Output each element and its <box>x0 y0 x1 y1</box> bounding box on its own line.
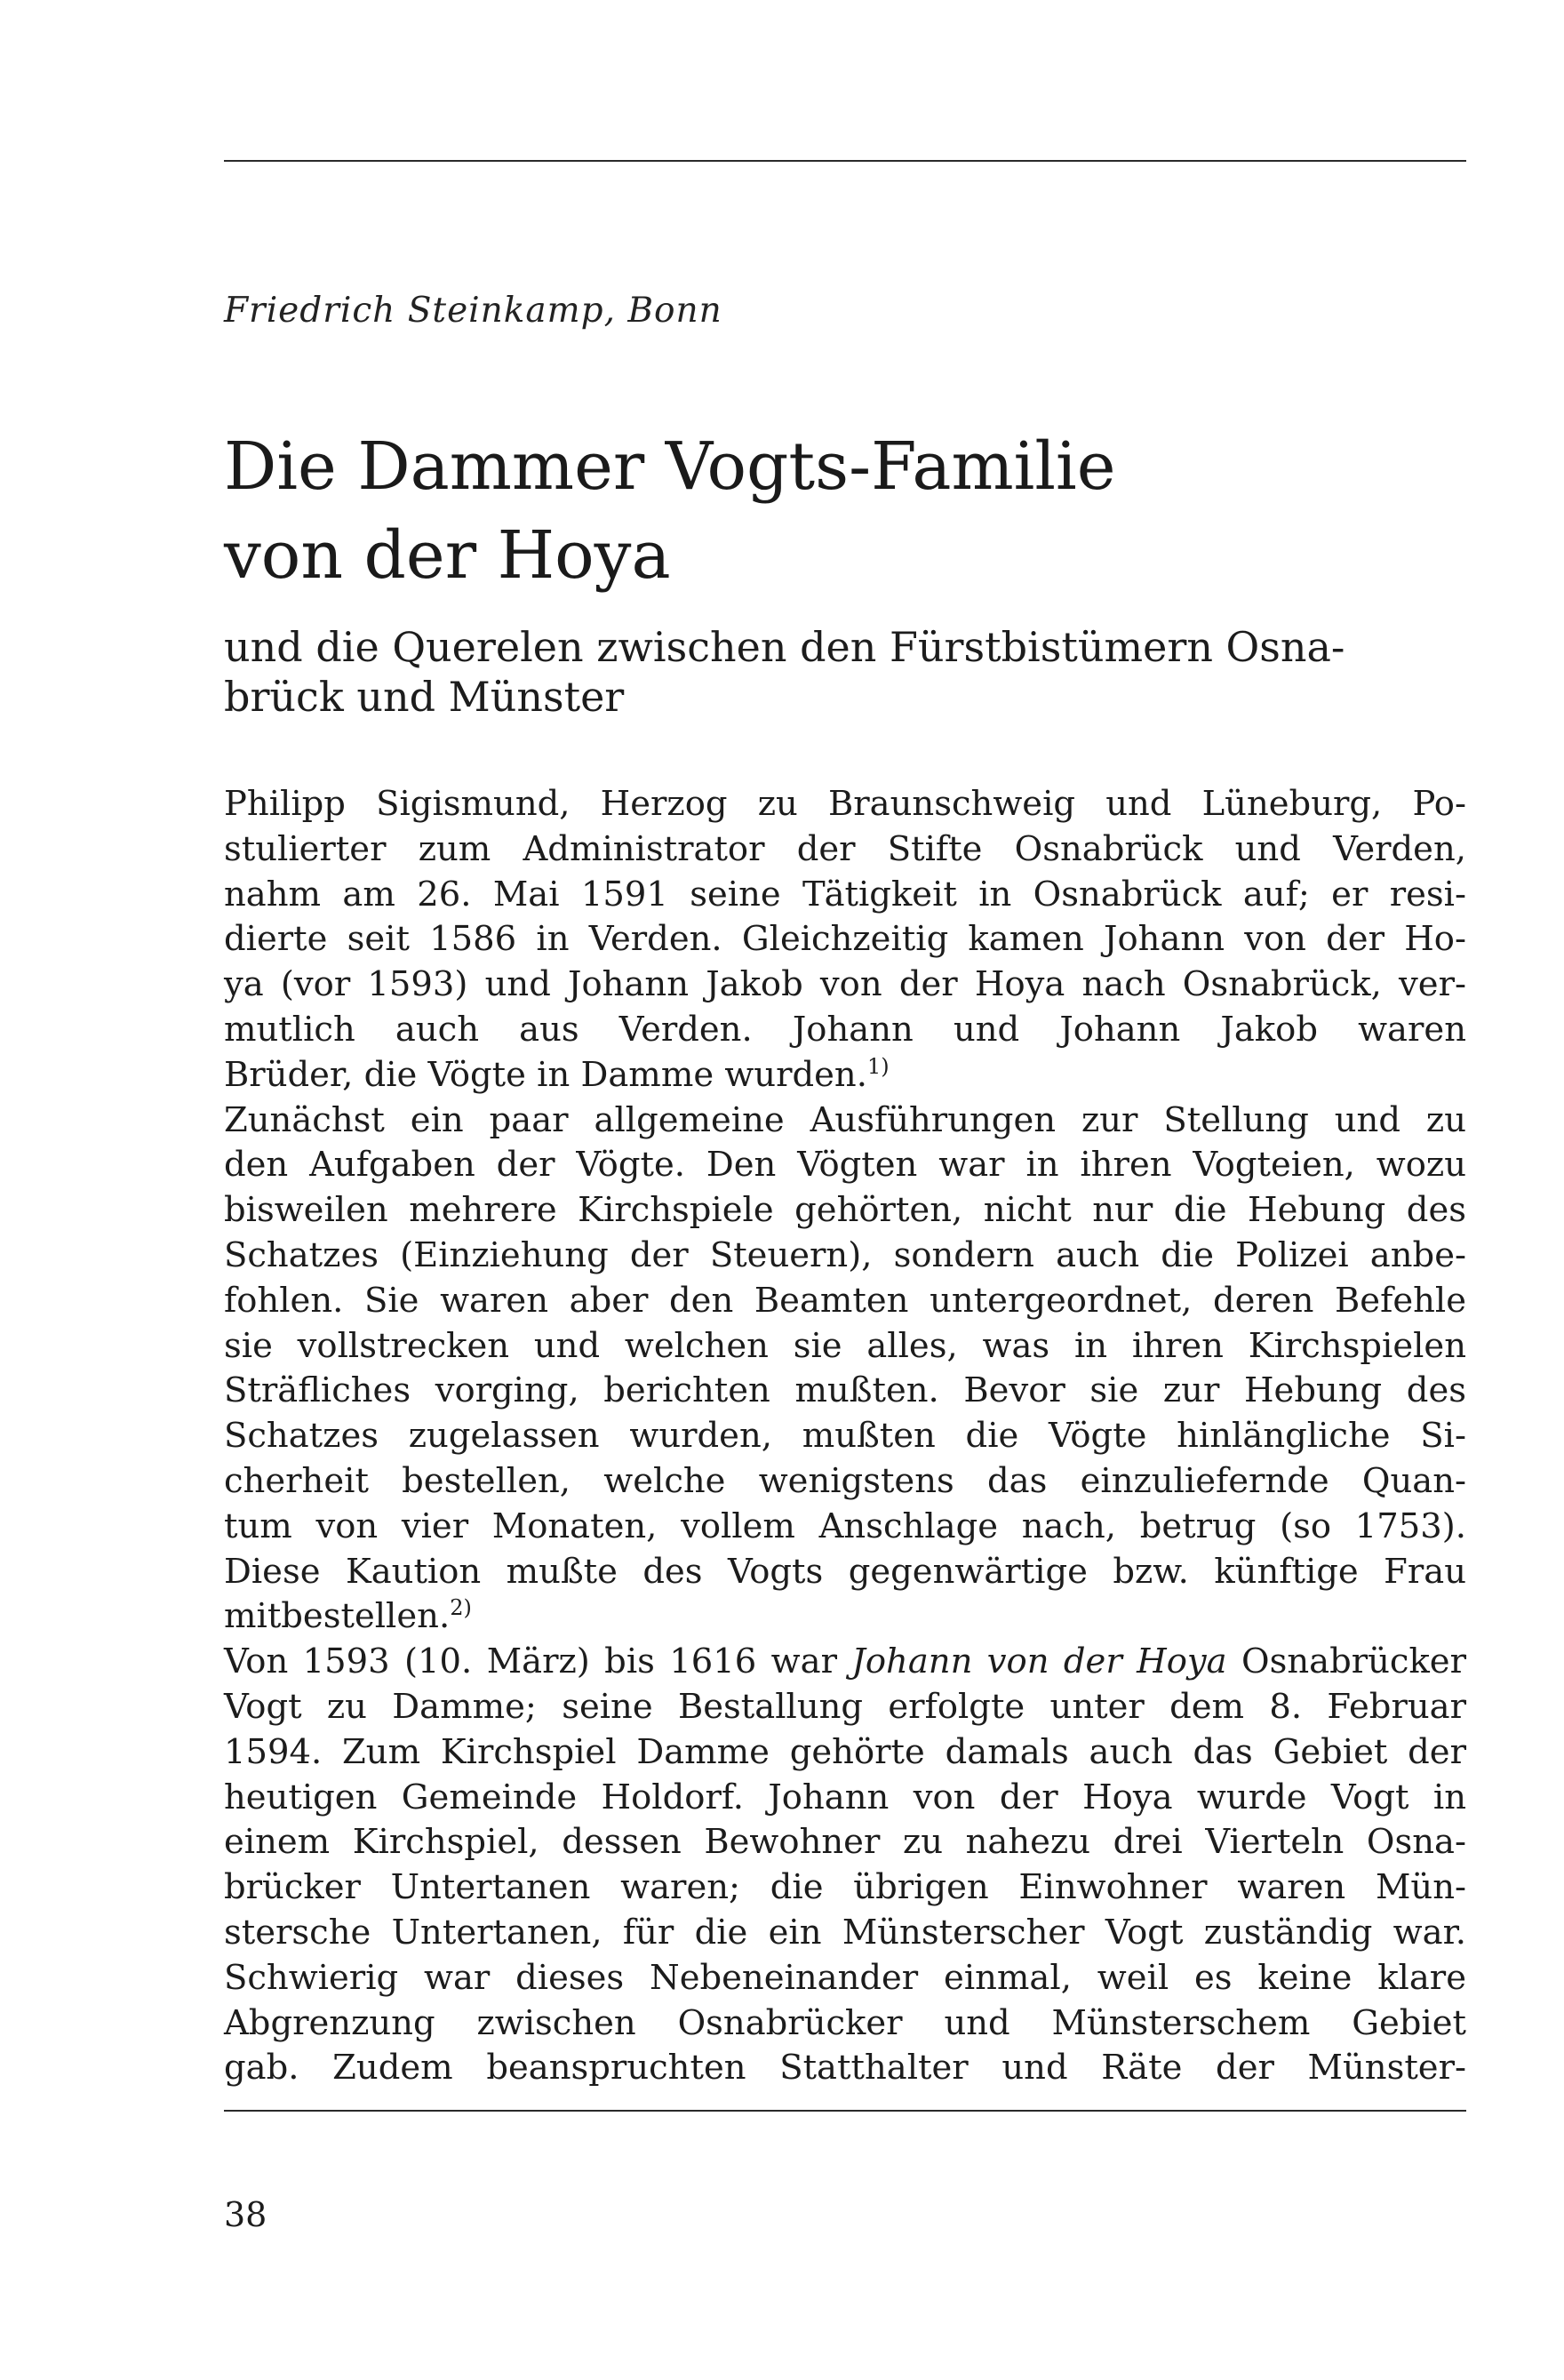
body-text-segment: gab. Zudem beanspruchten Statthalter und Räte der Münster- <box>224 2048 1466 2088</box>
body-text-segment: ya (vor 1593) und Johann Jakob von der Hoya nach Osnabrück, ver- <box>224 964 1466 1005</box>
footnote-marker: 1) <box>866 1053 890 1079</box>
body-text-segment: brücker Untertanen waren; die übrigen Einwohner waren Mün- <box>224 1867 1466 1908</box>
body-text-segment: Vogt zu Damme; seine Bestallung erfolgte unter dem 8. Februar <box>224 1686 1466 1727</box>
article-title <box>224 422 1468 600</box>
body-text-segment: Abgrenzung zwischen Osnabrücker und Münsterschem Gebiet <box>224 2002 1466 2043</box>
body-line <box>224 2046 1466 2091</box>
body-text-segment: nahm am 26. Mai 1591 seine Tätigkeit in Osnabrück auf; er resi- <box>224 874 1466 914</box>
body-line <box>224 1685 1466 1730</box>
body-line <box>224 1730 1466 1776</box>
body-line <box>224 917 1466 962</box>
body-text-segment: stersche Untertanen, für die ein Münsterscher Vogt zuständig war. <box>224 1912 1466 1953</box>
body-text-segment: dierte seit 1586 in Verden. Gleichzeitig kamen Johann von der Ho- <box>224 919 1466 960</box>
body-text-segment: heutigen Gemeinde Holdorf. Johann von der Hoya wurde Vogt in <box>224 1777 1466 1817</box>
emphasized-name: Johann von der Hoya <box>851 1641 1227 1682</box>
title-line: von der Hoya <box>224 517 671 594</box>
body-line <box>224 1098 1466 1144</box>
body-line <box>224 1234 1466 1279</box>
body-line <box>224 1459 1466 1505</box>
body-line <box>224 1865 1466 1911</box>
body-text-segment: Zunächst ein paar allgemeine Ausführungen zur Stellung und zu <box>224 1099 1466 1140</box>
author-line: Friedrich Steinkamp, Bonn <box>224 291 722 331</box>
body-text-segment: bisweilen mehrere Kirchspiele gehörten, nicht nur die Hebung des <box>224 1190 1466 1231</box>
body-line <box>224 1550 1466 1595</box>
body-text-segment: sie vollstrecken und welchen sie alles, was in ihren Kirchspielen <box>224 1325 1466 1366</box>
body-line <box>224 873 1466 918</box>
footer-rule <box>224 2110 1466 2112</box>
body-text <box>224 782 1466 2091</box>
body-line <box>224 1640 1466 1685</box>
body-line <box>224 1505 1466 1550</box>
body-line <box>224 1594 1466 1640</box>
body-text-segment: mutlich auch aus Verden. Johann und Johann Jakob waren <box>224 1009 1466 1050</box>
body-text-segment: Schatzes (Einziehung der Steuern), sondern auch die Polizei anbe- <box>224 1234 1466 1275</box>
body-text-segment: Schwierig war dieses Nebeneinander einmal, weil es keine klare <box>224 1957 1466 1998</box>
body-line <box>224 1279 1466 1324</box>
body-text-segment: Von 1593 (10. März) bis 1616 war <box>224 1641 852 1682</box>
footnote-marker: 2) <box>450 1595 472 1621</box>
subtitle-line: und die Querelen zwischen den Fürstbistümern Osna- <box>224 623 1345 671</box>
body-line <box>224 1776 1466 1821</box>
subtitle-line: brück und Münster <box>224 673 625 721</box>
body-line <box>224 782 1466 827</box>
body-text-segment: den Aufgaben der Vögte. Den Vögten war in ihren Vogteien, wozu <box>224 1145 1466 1186</box>
body-text-segment: cherheit bestellen, welche wenigstens das einzuliefernde Quan- <box>224 1460 1466 1501</box>
body-line <box>224 1820 1466 1865</box>
article-subtitle <box>224 622 1468 722</box>
body-line <box>224 1143 1466 1188</box>
body-line <box>224 1414 1466 1459</box>
body-text-segment: einem Kirchspiel, dessen Bewohner zu nahezu drei Vierteln Osna- <box>224 1822 1466 1863</box>
title-line: Die Dammer Vogts-Familie <box>224 428 1116 505</box>
body-line <box>224 1369 1466 1414</box>
body-line <box>224 1911 1466 1956</box>
body-text-segment: Sträfliches vorging, berichten mußten. Bevor sie zur Hebung des <box>224 1370 1466 1411</box>
page-number: 38 <box>224 2195 267 2234</box>
body-line <box>224 1188 1466 1234</box>
header-rule <box>224 160 1466 162</box>
body-line <box>224 1053 1466 1098</box>
body-line <box>224 2001 1466 2047</box>
body-line <box>224 827 1466 873</box>
body-line <box>224 1008 1466 1053</box>
body-text-segment: Osnabrücker <box>1226 1641 1466 1682</box>
body-text-segment: tum von vier Monaten, vollem Anschlage nach, betrug (so 1753). <box>224 1505 1466 1546</box>
body-text-segment: Diese Kaution mußte des Vogts gegenwärtige bzw. künftige Frau <box>224 1551 1466 1592</box>
body-line <box>224 1324 1466 1370</box>
body-text-segment: Schatzes zugelassen wurden, mußten die Vögte hinlängliche Si- <box>224 1416 1466 1457</box>
body-text-segment: fohlen. Sie waren aber den Beamten untergeordnet, deren Befehle <box>224 1280 1466 1321</box>
body-line <box>224 1956 1466 2001</box>
body-text-segment: mitbestellen. <box>224 1596 451 1637</box>
body-text-segment: Brüder, die Vögte in Damme wurden. <box>224 1054 867 1095</box>
body-text-segment: stulierter zum Administrator der Stifte Osnabrück und Verden, <box>224 828 1466 869</box>
body-line <box>224 962 1466 1008</box>
body-text-segment: 1594. Zum Kirchspiel Damme gehörte damals auch das Gebiet der <box>224 1731 1466 1772</box>
body-text-segment: Philipp Sigismund, Herzog zu Braunschweig und Lüneburg, Po- <box>224 784 1466 824</box>
